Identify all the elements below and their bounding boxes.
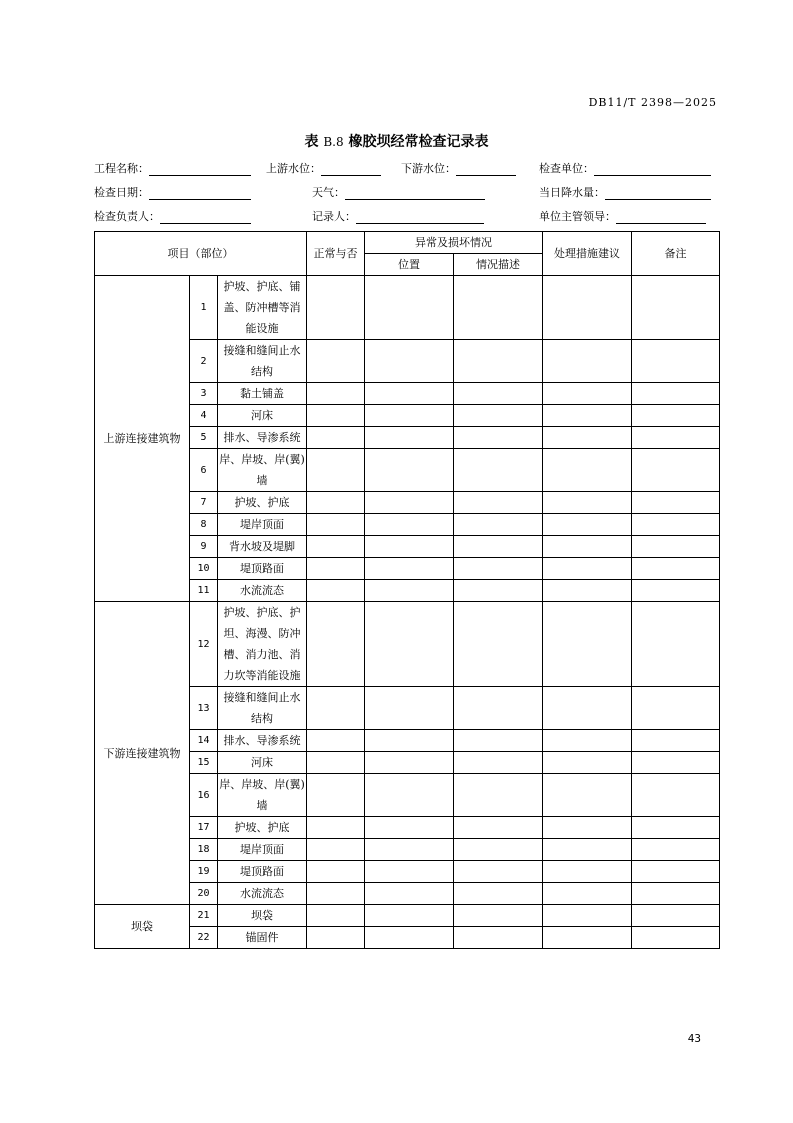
cell-position[interactable]: [365, 905, 454, 927]
cell-description[interactable]: [454, 514, 543, 536]
row-item: 堤岸顶面: [218, 514, 307, 536]
upstream-level-field[interactable]: [321, 162, 381, 176]
cell-normal[interactable]: [307, 427, 365, 449]
cell-position[interactable]: [365, 383, 454, 405]
cell-normal[interactable]: [307, 340, 365, 383]
cell-description[interactable]: [454, 730, 543, 752]
cell-remarks[interactable]: [632, 730, 720, 752]
row-number: 12: [190, 602, 218, 687]
cell-normal[interactable]: [307, 905, 365, 927]
cell-remarks[interactable]: [632, 817, 720, 839]
row-item: 河床: [218, 752, 307, 774]
title-text: 橡胶坝经常检查记录表: [348, 134, 489, 150]
cell-remarks[interactable]: [632, 861, 720, 883]
group-dam-bag: 坝袋: [95, 905, 190, 949]
row-number: 2: [190, 340, 218, 383]
row-number: 1: [190, 276, 218, 340]
cell-remarks[interactable]: [632, 514, 720, 536]
cell-description[interactable]: [454, 427, 543, 449]
table-row: [95, 276, 720, 340]
cell-position[interactable]: [365, 687, 454, 730]
row-number: 20: [190, 883, 218, 905]
inspection-date-field[interactable]: [149, 186, 251, 200]
row-number: 6: [190, 449, 218, 492]
meta-upstream-level: 上游水位：: [266, 160, 381, 176]
row-item: 水流流态: [218, 883, 307, 905]
cell-description[interactable]: [454, 449, 543, 492]
cell-measures[interactable]: [543, 752, 632, 774]
cell-measures[interactable]: [543, 861, 632, 883]
downstream-level-field[interactable]: [456, 162, 516, 176]
header-normal: 正常与否: [307, 232, 365, 276]
cell-position[interactable]: [365, 536, 454, 558]
cell-description[interactable]: [454, 558, 543, 580]
meta-inspection-unit: 检查单位：: [539, 160, 711, 176]
group-upstream: 上游连接建筑物: [95, 276, 190, 602]
cell-normal[interactable]: [307, 276, 365, 340]
row-item: 排水、导渗系统: [218, 730, 307, 752]
cell-position[interactable]: [365, 602, 454, 687]
cell-position[interactable]: [365, 340, 454, 383]
row-item: 接缝和缝间止水结构: [218, 687, 307, 730]
cell-normal[interactable]: [307, 817, 365, 839]
cell-measures[interactable]: [543, 602, 632, 687]
title-table-number: B.8: [323, 135, 344, 149]
cell-measures[interactable]: [543, 514, 632, 536]
cell-normal[interactable]: [307, 514, 365, 536]
cell-description[interactable]: [454, 861, 543, 883]
cell-measures[interactable]: [543, 817, 632, 839]
inspection-table: [94, 231, 720, 949]
cell-measures[interactable]: [543, 383, 632, 405]
cell-remarks[interactable]: [632, 774, 720, 817]
cell-description[interactable]: [454, 383, 543, 405]
header-measures: 处理措施建议: [543, 232, 632, 276]
cell-position[interactable]: [365, 514, 454, 536]
cell-normal[interactable]: [307, 558, 365, 580]
row-number: 13: [190, 687, 218, 730]
cell-description[interactable]: [454, 774, 543, 817]
cell-description[interactable]: [454, 752, 543, 774]
document-code: DB11/T 2398—2025: [588, 96, 717, 109]
row-number: 9: [190, 536, 218, 558]
row-number: 10: [190, 558, 218, 580]
row-item: 河床: [218, 405, 307, 427]
row-item: 接缝和缝间止水结构: [218, 340, 307, 383]
cell-description[interactable]: [454, 883, 543, 905]
meta-project-name: 工程名称：: [94, 160, 251, 176]
page-number: 43: [687, 1032, 701, 1045]
cell-position[interactable]: [365, 927, 454, 949]
cell-remarks[interactable]: [632, 687, 720, 730]
meta-weather: 天气：: [312, 184, 485, 200]
cell-remarks[interactable]: [632, 536, 720, 558]
cell-normal[interactable]: [307, 883, 365, 905]
row-number: 7: [190, 492, 218, 514]
row-item: 背水坡及堤脚: [218, 536, 307, 558]
row-item: 堤岸顶面: [218, 839, 307, 861]
cell-position[interactable]: [365, 752, 454, 774]
row-item: 排水、导渗系统: [218, 427, 307, 449]
meta-unit-leader: 单位主管领导：: [539, 208, 706, 224]
cell-measures[interactable]: [543, 839, 632, 861]
cell-remarks[interactable]: [632, 839, 720, 861]
cell-remarks[interactable]: [632, 752, 720, 774]
cell-description[interactable]: [454, 276, 543, 340]
row-number: 5: [190, 427, 218, 449]
row-number: 22: [190, 927, 218, 949]
header-row: [95, 232, 720, 254]
row-item: 岸、岸坡、岸(翼)墙: [218, 774, 307, 817]
cell-measures[interactable]: [543, 536, 632, 558]
header-position: 位置: [365, 254, 454, 276]
cell-remarks[interactable]: [632, 580, 720, 602]
cell-normal[interactable]: [307, 927, 365, 949]
row-item: 堤顶路面: [218, 861, 307, 883]
cell-position[interactable]: [365, 839, 454, 861]
row-item: 堤顶路面: [218, 558, 307, 580]
title-prefix: 表: [304, 134, 319, 150]
cell-measures[interactable]: [543, 558, 632, 580]
cell-position[interactable]: [365, 774, 454, 817]
cell-description[interactable]: [454, 905, 543, 927]
cell-remarks[interactable]: [632, 905, 720, 927]
cell-remarks[interactable]: [632, 340, 720, 383]
group-downstream: 下游连接建筑物: [95, 602, 190, 905]
cell-remarks[interactable]: [632, 405, 720, 427]
meta-inspection-date: 检查日期：: [94, 184, 251, 200]
meta-person-in-charge: 检查负责人：: [94, 208, 251, 224]
cell-normal[interactable]: [307, 730, 365, 752]
cell-normal[interactable]: [307, 449, 365, 492]
cell-normal[interactable]: [307, 383, 365, 405]
row-item: 锚固件: [218, 927, 307, 949]
cell-description[interactable]: [454, 492, 543, 514]
table-title: [0, 131, 793, 151]
row-number: 8: [190, 514, 218, 536]
cell-position[interactable]: [365, 883, 454, 905]
cell-normal[interactable]: [307, 602, 365, 687]
row-number: 19: [190, 861, 218, 883]
cell-position[interactable]: [365, 730, 454, 752]
cell-measures[interactable]: [543, 927, 632, 949]
cell-position[interactable]: [365, 817, 454, 839]
table-row: [95, 602, 720, 687]
cell-description[interactable]: [454, 580, 543, 602]
cell-normal[interactable]: [307, 774, 365, 817]
cell-remarks[interactable]: [632, 602, 720, 687]
cell-remarks[interactable]: [632, 276, 720, 340]
row-item: 护坡、护底: [218, 817, 307, 839]
cell-measures[interactable]: [543, 580, 632, 602]
cell-normal[interactable]: [307, 492, 365, 514]
cell-normal[interactable]: [307, 687, 365, 730]
header-description: 情况描述: [454, 254, 543, 276]
row-item: 护坡、护底: [218, 492, 307, 514]
cell-remarks[interactable]: [632, 492, 720, 514]
cell-position[interactable]: [365, 427, 454, 449]
row-number: 4: [190, 405, 218, 427]
cell-measures[interactable]: [543, 905, 632, 927]
cell-position[interactable]: [365, 861, 454, 883]
row-item: 护坡、护底、铺盖、防冲槽等消能设施: [218, 276, 307, 340]
row-item: 水流流态: [218, 580, 307, 602]
cell-normal[interactable]: [307, 405, 365, 427]
cell-description[interactable]: [454, 687, 543, 730]
cell-measures[interactable]: [543, 276, 632, 340]
meta-downstream-level: 下游水位：: [401, 160, 516, 176]
row-number: 15: [190, 752, 218, 774]
cell-normal[interactable]: [307, 861, 365, 883]
cell-remarks[interactable]: [632, 427, 720, 449]
header-abnormal: 异常及损坏情况: [365, 232, 543, 254]
cell-remarks[interactable]: [632, 558, 720, 580]
row-number: 14: [190, 730, 218, 752]
cell-position[interactable]: [365, 558, 454, 580]
row-number: 3: [190, 383, 218, 405]
weather-field[interactable]: [345, 186, 485, 200]
cell-normal[interactable]: [307, 752, 365, 774]
cell-normal[interactable]: [307, 839, 365, 861]
row-number: 17: [190, 817, 218, 839]
row-item: 黏土铺盖: [218, 383, 307, 405]
header-item: 项目（部位）: [95, 232, 307, 276]
rainfall-field[interactable]: [605, 186, 711, 200]
cell-measures[interactable]: [543, 730, 632, 752]
cell-measures[interactable]: [543, 687, 632, 730]
project-name-field[interactable]: [149, 162, 251, 176]
cell-position[interactable]: [365, 449, 454, 492]
row-number: 11: [190, 580, 218, 602]
row-number: 18: [190, 839, 218, 861]
row-item: 坝袋: [218, 905, 307, 927]
row-item: 护坡、护底、护坦、海漫、防冲槽、消力池、消力坎等消能设施: [218, 602, 307, 687]
cell-position[interactable]: [365, 276, 454, 340]
cell-description[interactable]: [454, 839, 543, 861]
cell-measures[interactable]: [543, 427, 632, 449]
cell-position[interactable]: [365, 580, 454, 602]
header-remarks: 备注: [632, 232, 720, 276]
recorder-field[interactable]: [356, 210, 484, 224]
cell-remarks[interactable]: [632, 449, 720, 492]
cell-remarks[interactable]: [632, 383, 720, 405]
meta-rainfall: 当日降水量：: [539, 184, 711, 200]
cell-description[interactable]: [454, 405, 543, 427]
cell-measures[interactable]: [543, 405, 632, 427]
cell-measures[interactable]: [543, 449, 632, 492]
cell-remarks[interactable]: [632, 883, 720, 905]
cell-measures[interactable]: [543, 883, 632, 905]
cell-normal[interactable]: [307, 580, 365, 602]
row-number: 16: [190, 774, 218, 817]
meta-recorder: 记录人：: [312, 208, 484, 224]
table-row: [95, 905, 720, 927]
cell-description[interactable]: [454, 536, 543, 558]
row-item: 岸、岸坡、岸(翼)墙: [218, 449, 307, 492]
cell-measures[interactable]: [543, 774, 632, 817]
cell-normal[interactable]: [307, 536, 365, 558]
cell-description[interactable]: [454, 340, 543, 383]
person-in-charge-field[interactable]: [160, 210, 251, 224]
cell-measures[interactable]: [543, 492, 632, 514]
unit-leader-field[interactable]: [616, 210, 706, 224]
cell-position[interactable]: [365, 405, 454, 427]
inspection-unit-field[interactable]: [594, 162, 711, 176]
row-number: 21: [190, 905, 218, 927]
cell-remarks[interactable]: [632, 927, 720, 949]
cell-description[interactable]: [454, 817, 543, 839]
cell-measures[interactable]: [543, 340, 632, 383]
cell-description[interactable]: [454, 927, 543, 949]
cell-description[interactable]: [454, 602, 543, 687]
cell-position[interactable]: [365, 492, 454, 514]
